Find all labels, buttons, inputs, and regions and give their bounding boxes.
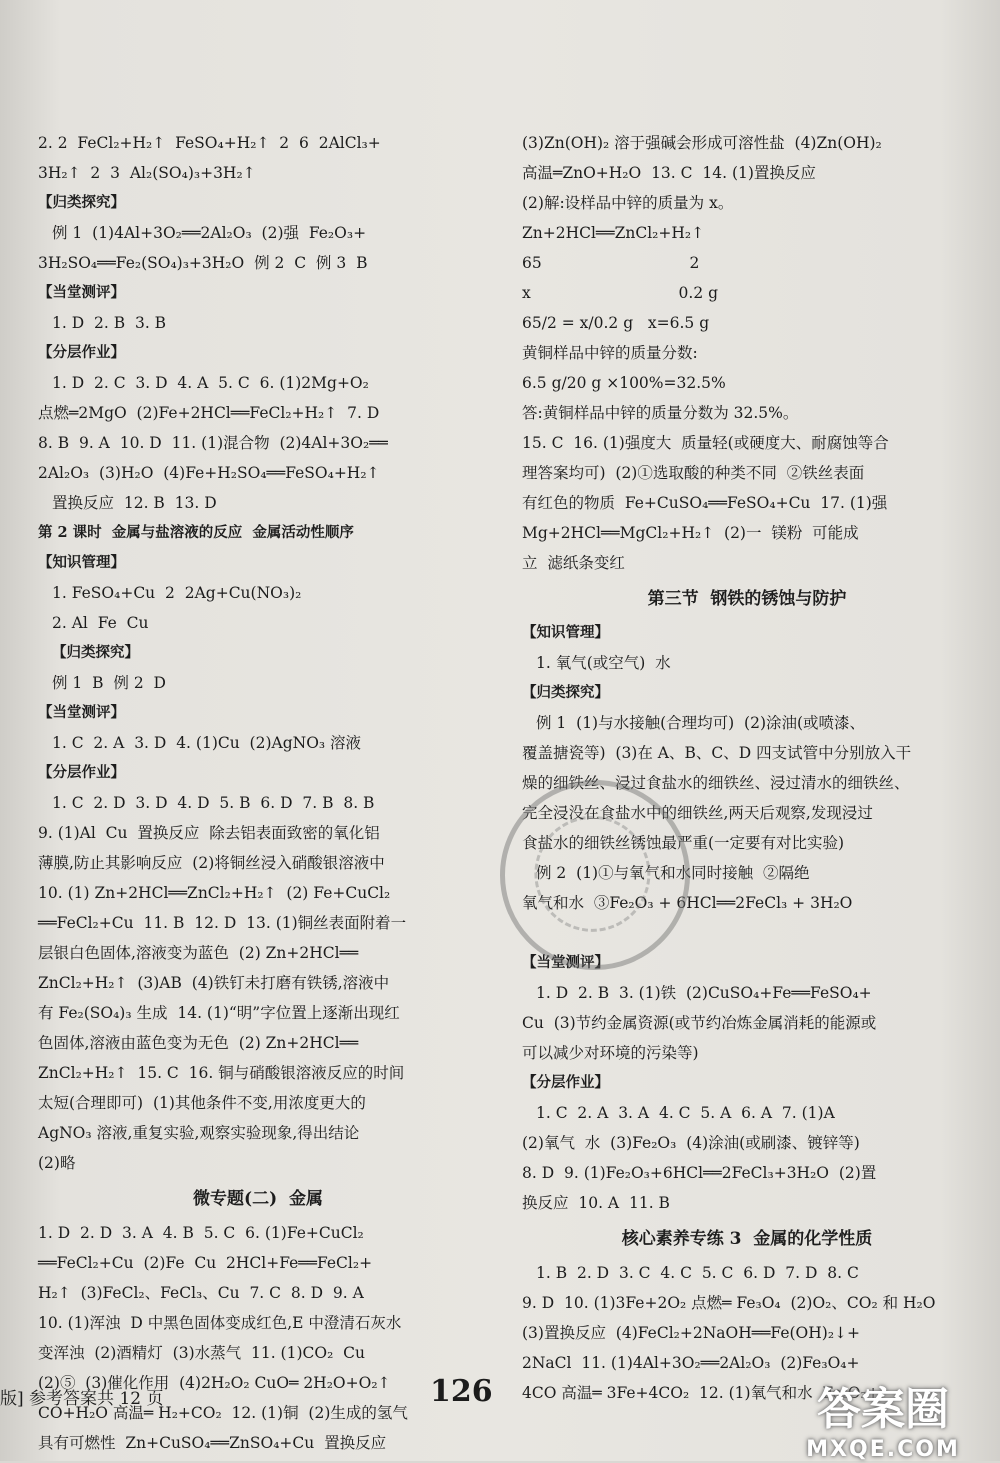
right-line: (3)Zn(OH)₂ 溶于强碱会形成可溶性盐 (4)Zn(OH)₂ [522, 134, 882, 152]
right-line: 65 2 [522, 254, 700, 272]
right-line: 【知识管理】 [522, 624, 609, 641]
right-line: 食盐水的细铁丝锈蚀最严重(一定要有对比实验) [522, 834, 845, 852]
left-line: 太短(合理即可) (1)其他条件不变,用浓度更大的 [38, 1094, 366, 1112]
left-line: 【知识管理】 [38, 554, 125, 571]
right-line: (2)氧气 水 (3)Fe₂O₃ (4)涂油(或刷漆、镀锌等) [522, 1134, 860, 1152]
right-line: Zn+2HCl══ZnCl₂+H₂↑ [522, 224, 705, 242]
left-line: AgNO₃ 溶液,重复实验,观察实验现象,得出结论 [38, 1124, 360, 1142]
right-line: 【分层作业】 [522, 1074, 609, 1091]
left-column [38, 128, 478, 1458]
right-line: 1. B 2. D 3. C 4. C 5. C 6. D 7. D 8. C [536, 1264, 859, 1282]
left-line: 薄膜,防止其影响反应 (2)将铜丝浸入硝酸银溶液中 [38, 854, 385, 872]
left-line: 10. (1)浑浊 D 中黑色固体变成红色,E 中澄清石灰水 [38, 1314, 402, 1332]
right-line: 【当堂测评】 [522, 954, 609, 971]
right-line: 黄铜样品中锌的质量分数: [522, 344, 698, 362]
right-line: 完全浸没在食盐水中的细铁丝,两天后观察,发现浸过 [522, 804, 873, 822]
left-line: 9. (1)Al Cu 置换反应 除去铝表面致密的氧化铝 [38, 824, 380, 842]
left-line: 3H₂SO₄══Fe₂(SO₄)₃+3H₂O 例 2 C 例 3 B [38, 254, 368, 272]
left-line: 【归类探究】 [52, 644, 139, 661]
right-line: 65/2 = x/0.2 g x=6.5 g [522, 314, 710, 332]
right-line: 第三节 钢铁的锈蚀与防护 [647, 589, 847, 609]
left-line: 【当堂测评】 [38, 704, 125, 721]
left-line: 置换反应 12. B 13. D [52, 494, 217, 512]
right-line: 氧气和水 ③Fe₂O₃ + 6HCl══2FeCl₃ + 3H₂O [522, 894, 853, 912]
left-line: 3H₂↑ 2 3 Al₂(SO₄)₃+3H₂↑ [38, 164, 256, 182]
right-line: 有红色的物质 Fe+CuSO₄══FeSO₄+Cu 17. (1)强 [522, 494, 888, 512]
left-line: 1. FeSO₄+Cu 2 2Ag+Cu(NO₃)₂ [52, 584, 302, 602]
left-line: 例 1 (1)4Al+3O₂══2Al₂O₃ (2)强 Fe₂O₃+ [52, 224, 367, 242]
left-line: 【分层作业】 [38, 344, 125, 361]
left-line: 点燃═2MgO (2)Fe+2HCl══FeCl₂+H₂↑ 7. D [38, 404, 380, 422]
right-line: x 0.2 g [522, 284, 719, 302]
right-line: 答:黄铜样品中锌的质量分数为 32.5%。 [522, 404, 799, 422]
page-number: 126 [430, 1374, 493, 1409]
left-line: 变浑浊 (2)酒精灯 (3)水蒸气 11. (1)CO₂ Cu [38, 1344, 365, 1362]
footer-text: 版] 参考答案共 12 页 [0, 1389, 164, 1409]
left-line: 1. C 2. D 3. D 4. D 5. B 6. D 7. B 8. B [52, 794, 375, 812]
left-line: 微专题(二) 金属 [193, 1189, 323, 1209]
right-line: (3)置换反应 (4)FeCl₂+2NaOH══Fe(OH)₂↓+ [522, 1324, 861, 1342]
left-line: 1. C 2. A 3. D 4. (1)Cu (2)AgNO₃ 溶液 [52, 734, 362, 752]
right-line: 6.5 g/20 g ×100%=32.5% [522, 374, 726, 392]
right-line: 4CO 高温═ 3Fe+4CO₂ 12. (1)氧气和水 Fe₂O₃+ [522, 1384, 880, 1402]
left-line: 2Al₂O₃ (3)H₂O (4)Fe+H₂SO₄══FeSO₄+H₂↑ [38, 464, 380, 482]
left-line: 2. Al Fe Cu [52, 614, 149, 632]
left-line: 色固体,溶液由蓝色变为无色 (2) Zn+2HCl══ [38, 1034, 359, 1052]
right-line: 1. D 2. B 3. (1)铁 (2)CuSO₄+Fe══FeSO₄+ [536, 984, 872, 1002]
left-line: ══FeCl₂+Cu 11. B 12. D 13. (1)铜丝表面附着一 [38, 914, 407, 932]
left-line: 1. D 2. D 3. A 4. B 5. C 6. (1)Fe+CuCl₂ [38, 1224, 364, 1242]
left-line: 10. (1) Zn+2HCl══ZnCl₂+H₂↑ (2) Fe+CuCl₂ [38, 884, 391, 902]
watermark-sub: MXQE.COM [806, 1437, 960, 1462]
left-line: H₂↑ (3)FeCl₂、FeCl₃、Cu 7. C 8. D 9. A [38, 1284, 364, 1302]
left-line: 例 1 B 例 2 D [52, 674, 166, 692]
right-column [522, 128, 972, 1408]
right-line: 15. C 16. (1)强度大 质量轻(或硬度大、耐腐蚀等合 [522, 434, 889, 452]
left-line: 第 2 课时 金属与盐溶液的反应 金属活动性顺序 [38, 524, 354, 541]
left-line: ZnCl₂+H₂↑ 15. C 16. 铜与硝酸银溶液反应的时间 [38, 1064, 405, 1082]
right-line: 换反应 10. A 11. B [522, 1194, 670, 1212]
left-line: 具有可燃性 Zn+CuSO₄══ZnSO₄+Cu 置换反应 [38, 1434, 387, 1452]
left-line: 2. 2 FeCl₂+H₂↑ FeSO₄+H₂↑ 2 6 2AlCl₃+ [38, 134, 381, 152]
left-line: CO+H₂O 高温═ H₂+CO₂ 12. (1)铜 (2)生成的氢气 [38, 1404, 408, 1422]
right-line: 2NaCl 11. (1)4Al+3O₂══2Al₂O₃ (2)Fe₃O₄+ [522, 1354, 860, 1372]
left-line: (2)略 [38, 1154, 76, 1172]
left-line: 【当堂测评】 [38, 284, 125, 301]
watermark-main: 答案圈 [817, 1384, 949, 1435]
right-line: 理答案均可) (2)①选取酸的种类不同 ②铁丝表面 [522, 464, 865, 482]
left-line: ══FeCl₂+Cu (2)Fe Cu 2HCl+Fe══FeCl₂+ [38, 1254, 373, 1272]
left-line: ZnCl₂+H₂↑ (3)AB (4)铁钉未打磨有铁锈,溶液中 [38, 974, 390, 992]
right-line: 燥的细铁丝、浸过食盐水的细铁丝、浸过清水的细铁丝、 [522, 774, 910, 792]
left-line: 有 Fe₂(SO₄)₃ 生成 14. (1)“明”字位置上逐渐出现红 [38, 1004, 400, 1022]
right-line: 例 1 (1)与水接触(合理均可) (2)涂油(或喷漆、 [536, 714, 866, 732]
right-line: 立 滤纸条变红 [522, 554, 625, 572]
right-line: 核心素养专练 3 金属的化学性质 [621, 1229, 873, 1249]
right-line: 高温═ZnO+H₂O 13. C 14. (1)置换反应 [522, 164, 816, 182]
right-line: Mg+2HCl══MgCl₂+H₂↑ (2)一 镁粉 可能成 [522, 524, 859, 542]
left-line: 8. B 9. A 10. D 11. (1)混合物 (2)4Al+3O₂══ [38, 434, 388, 452]
right-line: 8. D 9. (1)Fe₂O₃+6HCl══2FeCl₃+3H₂O (2)置 [522, 1164, 877, 1182]
left-line: 1. D 2. B 3. B [52, 314, 167, 332]
site-watermark-logo [778, 1373, 988, 1462]
right-line: 例 2 (1)①与氧气和水同时接触 ②隔绝 [536, 864, 810, 882]
right-line: 可以减少对环境的污染等) [522, 1044, 699, 1062]
right-line: (2)解:设样品中锌的质量为 x。 [522, 194, 734, 212]
right-line: 1. C 2. A 3. A 4. C 5. A 6. A 7. (1)A [536, 1104, 835, 1122]
right-line: 覆盖搪瓷等) (3)在 A、B、C、D 四支试管中分别放入干 [522, 744, 912, 762]
left-line: 【归类探究】 [38, 194, 125, 211]
right-line: 1. 氧气(或空气) 水 [536, 654, 671, 672]
left-line: 1. D 2. C 3. D 4. A 5. C 6. (1)2Mg+O₂ [52, 374, 369, 392]
right-line: 9. D 10. (1)3Fe+2O₂ 点燃═ Fe₃O₄ (2)O₂、CO₂ 和 H₂O [522, 1294, 936, 1312]
left-line: (2)⑤ (3)催化作用 (4)2H₂O₂ CuO═ 2H₂O+O₂↑ [38, 1374, 391, 1392]
left-line: 【分层作业】 [38, 764, 125, 781]
right-line: 【归类探究】 [522, 684, 609, 701]
left-line: 层银白色固体,溶液变为蓝色 (2) Zn+2HCl══ [38, 944, 359, 962]
right-line: Cu (3)节约金属资源(或节约冶炼金属消耗的能源或 [522, 1014, 877, 1032]
